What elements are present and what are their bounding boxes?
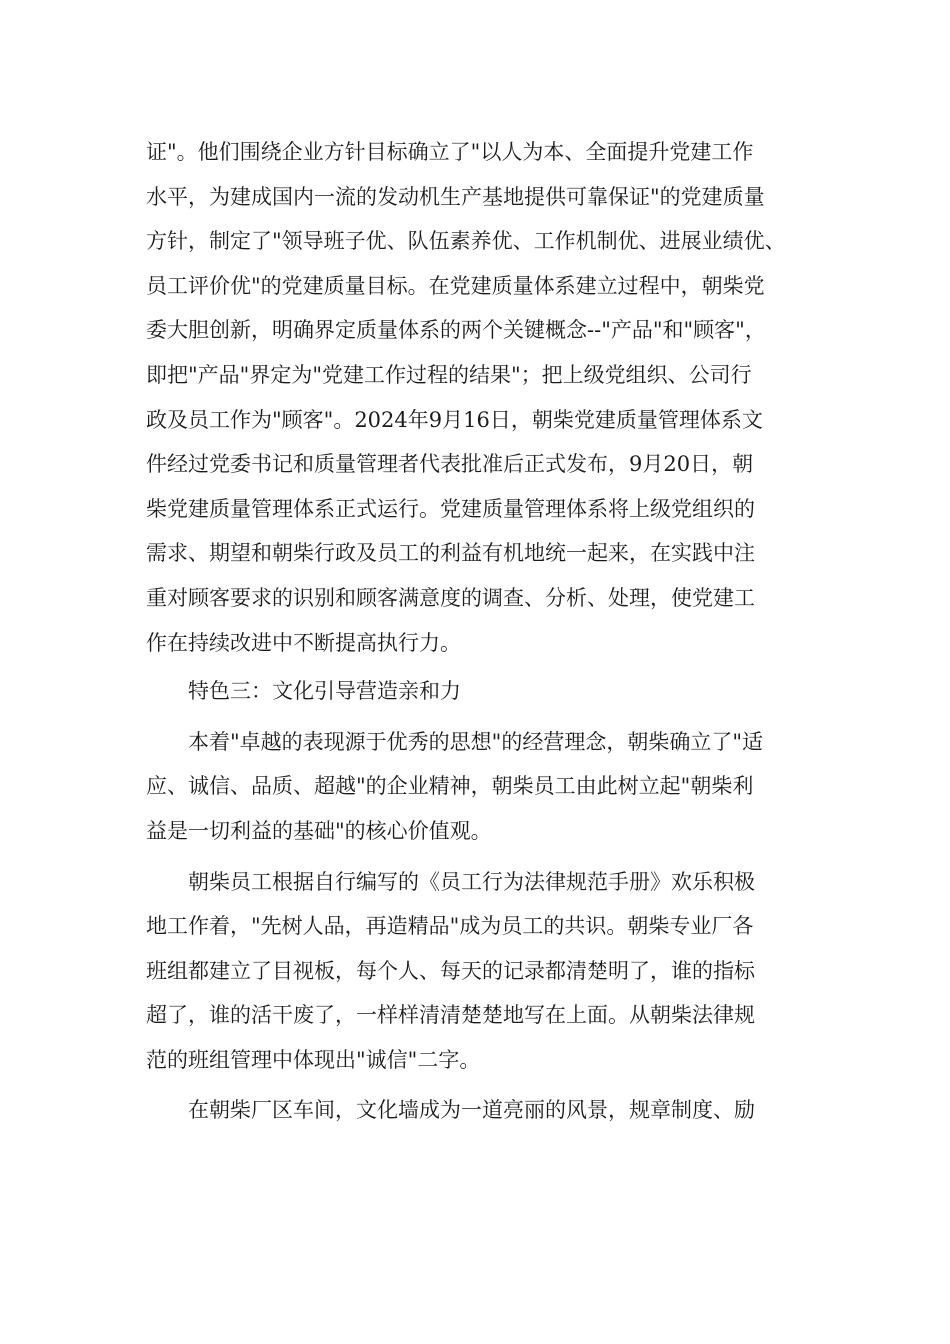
text-line: 作在持续改进中不断提高执行力。 [146, 630, 461, 655]
text-line: 方针，制定了"领导班子优、队伍素养优、工作机制优、进展业绩优、 [146, 229, 786, 254]
text-line: 地工作着，"先树人品，再造精品"成为员工的共识。朝柴专业厂各 [146, 914, 754, 939]
paragraph-party-quality [146, 130, 826, 665]
text-line: 证"。他们围绕企业方针目标确立了"以人为本、全面提升党建工作 [146, 140, 754, 164]
text-line: 即把"产品"界定为"党建工作过程的结果"；把上级党组织、公司行 [146, 362, 752, 387]
text-line: 委大胆创新，明确界定质量体系的两个关键概念--"产品"和"顾客"， [146, 318, 766, 343]
text-line: 件经过党委书记和质量管理者代表批准后正式发布，9月20日，朝 [146, 452, 754, 477]
paragraph-culture-wall [146, 1088, 826, 1133]
text-line: 需求、期望和朝柴行政及员工的利益有机地统一起来，在实践中注 [146, 541, 755, 566]
text-line: 应、诚信、品质、超越"的企业精神，朝柴员工由此树立起"朝柴利 [146, 774, 754, 799]
text-line: 水平，为建成国内一流的发动机生产基地提供可靠保证"的党建质量 [146, 184, 765, 209]
section-heading: 特色三：文化引导营造亲和力 [188, 679, 461, 704]
text-line: 政及员工作为"顾客"。2024年9月16日，朝柴党建质量管理体系文 [146, 407, 763, 432]
text-line: 范的班组管理中体现出"诚信"二字。 [146, 1047, 481, 1072]
text-line: 本着"卓越的表现源于优秀的思想"的经营理念，朝柴确立了"适 [188, 729, 763, 754]
text-line: 在朝柴厂区车间，文化墙成为一道亮丽的风景，规章制度、励 [188, 1098, 755, 1123]
paragraph-employee-conduct [146, 860, 826, 1083]
text-line: 益是一切利益的基础"的核心价值观。 [146, 818, 492, 843]
text-line: 重对顾客要求的识别和顾客满意度的调查、分析、处理，使党建工 [146, 585, 755, 610]
text-line: 柴党建质量管理体系正式运行。党建质量管理体系将上级党组织的 [146, 496, 755, 521]
document-body [146, 130, 826, 1133]
text-line: 朝柴员工根据自行编写的《员工行为法律规范手册》欢乐积极 [188, 869, 755, 894]
text-line: 班组都建立了目视板，每个人、每天的记录都清楚明了，谁的指标 [146, 958, 755, 983]
paragraph-corporate-spirit [146, 720, 826, 854]
text-line: 员工评价优"的党建质量目标。在党建质量体系建立过程中，朝柴党 [146, 273, 765, 298]
text-line: 超了，谁的活干废了，一样样清清楚楚地写在上面。从朝柴法律规 [146, 1003, 755, 1028]
